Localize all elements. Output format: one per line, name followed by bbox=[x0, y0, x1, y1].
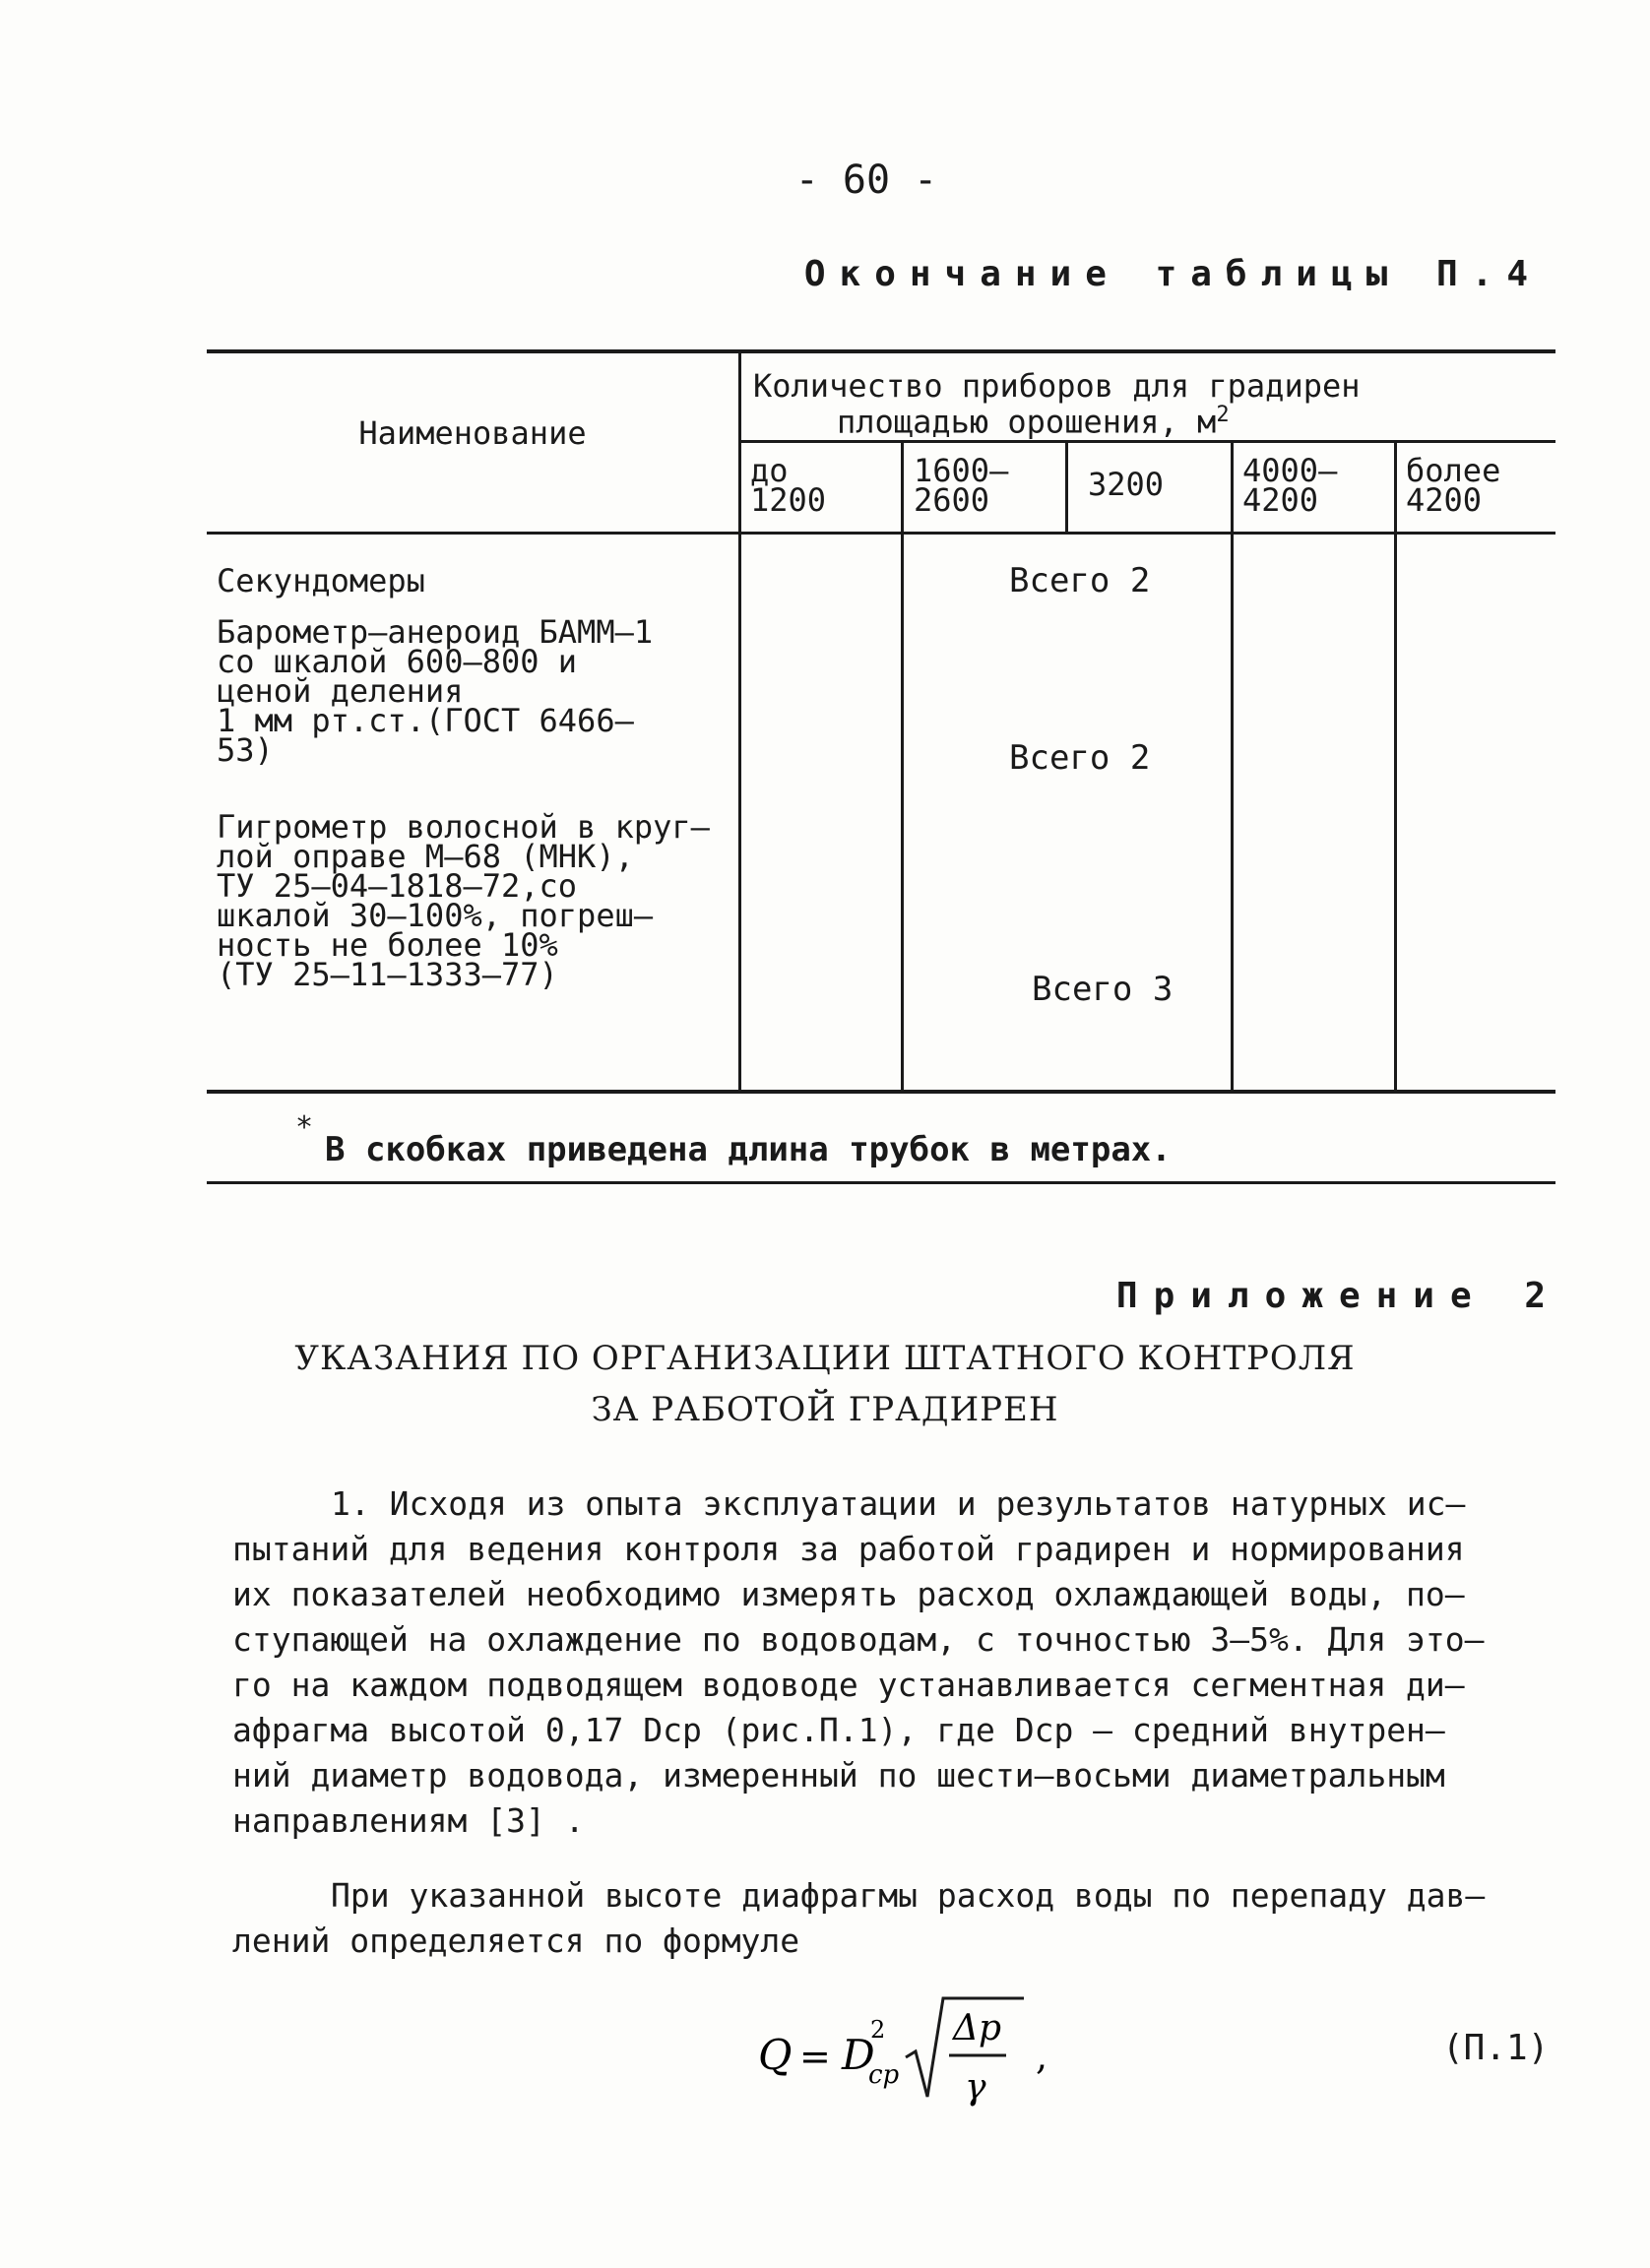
col-divider-4 bbox=[1394, 440, 1397, 1094]
formula-number: (П.1) bbox=[1442, 2028, 1550, 2068]
col-divider-3 bbox=[1231, 440, 1234, 1094]
paragraph-1-line: их показателей необходимо измерять расход охлаждающей воды, по– bbox=[232, 1575, 1465, 1613]
header-col-3-line1: 3200 bbox=[1088, 466, 1165, 503]
header-bottom-rule bbox=[207, 532, 1555, 535]
page-number: - 60 - bbox=[794, 158, 938, 203]
paragraph-1-line: ступающей на охлаждение по водоводам, с точностью 3–5%. Для это– bbox=[232, 1620, 1485, 1659]
header-col-4 bbox=[1242, 452, 1338, 519]
col-divider-name bbox=[738, 349, 741, 1094]
table-top-rule bbox=[207, 349, 1555, 353]
row-total-hygrometer: Всего 3 bbox=[1032, 970, 1174, 1009]
header-col-4-line1: 4000– bbox=[1242, 452, 1338, 489]
paragraph-1-line: афрагма высотой 0,17 Dср (рис.П.1), где Dср – средний внутрен– bbox=[232, 1711, 1445, 1749]
formula-d: D bbox=[842, 2031, 875, 2079]
paragraph-2-line: При указанной высоте диафрагмы расход воды по перепаду дав– bbox=[331, 1876, 1486, 1915]
appendix-label: Приложение 2 bbox=[1115, 1276, 1561, 1316]
header-unit-sup: 2 bbox=[1216, 403, 1230, 427]
header-name: Наименование bbox=[358, 414, 587, 452]
table-bottom-rule bbox=[207, 1090, 1555, 1094]
header-col-3 bbox=[1088, 466, 1165, 503]
footnote-text: В скобках приведена длина трубок в метрах. bbox=[325, 1130, 1172, 1169]
paragraph-1-line: го на каждом подводящем водоводе устанавливается сегментная ди– bbox=[232, 1666, 1465, 1704]
instruments-table bbox=[207, 349, 1555, 1107]
formula-denominator: γ bbox=[965, 2067, 986, 2108]
paragraph-1-line: 1. Исходя из опыта эксплуатации и результатов натурных ис– bbox=[331, 1484, 1466, 1523]
col-divider-2 bbox=[1065, 440, 1068, 535]
appendix-title-line2: ЗА РАБОТОЙ ГРАДИРЕН bbox=[591, 1390, 1059, 1429]
header-col-1-line1: до bbox=[750, 452, 789, 489]
paragraph-1 bbox=[232, 1481, 1561, 1844]
paragraph-2 bbox=[232, 1873, 1561, 1964]
row-total-barometer: Всего 2 bbox=[1009, 738, 1151, 778]
flow-formula bbox=[748, 1979, 1142, 2126]
paragraph-1-line: пытаний для ведения контроля за работой градирен и нормирования bbox=[232, 1530, 1465, 1568]
header-col-5 bbox=[1406, 452, 1501, 519]
paragraph-1-line: ний диаметр водовода, измеренный по шести–восьми диаметральным bbox=[232, 1756, 1445, 1795]
header-col-4-line2: 4200 bbox=[1242, 481, 1319, 519]
footnote-rule bbox=[207, 1181, 1555, 1184]
row-name-hygrometer: Гигрометр волосной в круг– лой оправе М–68 (МНК), ТУ 25–04–1818–72,со шкалой 30–100%, погреш– ность не более 10% (ТУ 25–11–1333–77) bbox=[217, 808, 710, 993]
row-name-barometer: Барометр–анероид БАММ–1 со шкалой 600–800 и ценой деления 1 мм рт.ст.(ГОСТ 6466– 53) bbox=[217, 613, 654, 769]
header-group-line2: площадью орошения, м bbox=[837, 403, 1217, 441]
header-col-1-line2: 1200 bbox=[750, 481, 827, 519]
table-caption: Окончание таблицы П.4 bbox=[803, 254, 1542, 294]
col-divider-1 bbox=[901, 440, 904, 1094]
appendix-title-line1: УКАЗАНИЯ ПО ОРГАНИЗАЦИИ ШТАТНОГО КОНТРОЛЯ bbox=[294, 1339, 1356, 1378]
header-col-2-line2: 2600 bbox=[914, 481, 990, 519]
header-col-2-line1: 1600– bbox=[914, 452, 1009, 489]
formula-d-sup: 2 bbox=[870, 2016, 886, 2044]
row-name-stopwatch: Секундомеры bbox=[217, 562, 425, 599]
paragraph-1-line: направлениям [3] . bbox=[232, 1801, 585, 1840]
formula-numerator: Δp bbox=[953, 2008, 1002, 2048]
header-col-5-line1: более bbox=[1406, 452, 1501, 489]
row-total-stopwatch: Всего 2 bbox=[1009, 561, 1151, 600]
formula-equals: = bbox=[799, 2035, 831, 2078]
header-group-line2-wrap bbox=[753, 401, 1551, 441]
formula-lhs: Q bbox=[758, 2031, 793, 2079]
formula-comma: , bbox=[1036, 2035, 1048, 2078]
formula-d-sub: ср bbox=[868, 2060, 900, 2090]
header-col-2 bbox=[914, 452, 1009, 519]
header-col-1 bbox=[750, 452, 827, 519]
header-group bbox=[753, 367, 1551, 441]
footnote-marker: * bbox=[295, 1110, 314, 1145]
header-col-5-line2: 4200 bbox=[1406, 481, 1483, 519]
header-group-line1: Количество приборов для градирен bbox=[753, 367, 1361, 405]
paragraph-2-line: лений определяется по формуле bbox=[232, 1922, 800, 1960]
